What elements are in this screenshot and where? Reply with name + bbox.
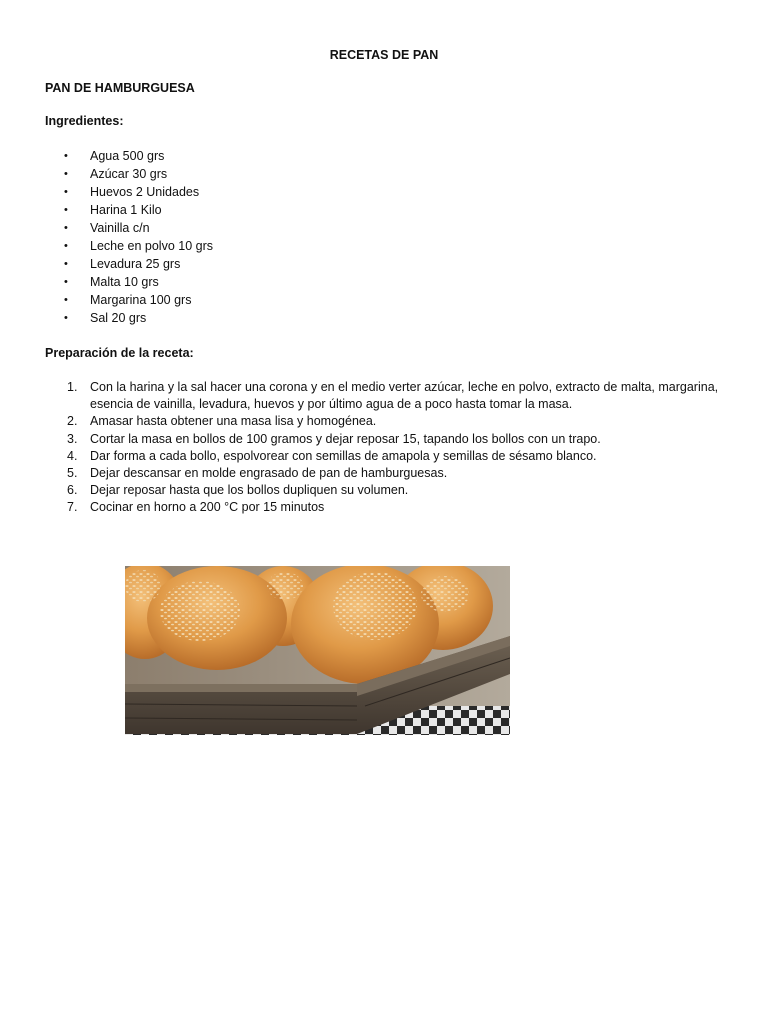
step-text: Con la harina y la sal hacer una corona y en el medio verter azúcar, leche en polvo, extracto de malta, margarina, esencia de vainilla, levadura, huevos y por último agua de a poco hasta tomar la masa.: [90, 380, 719, 412]
bullet-glyph: •: [64, 294, 68, 306]
step-text: Dejar reposar hasta que los bollos dupliquen su volumen.: [90, 483, 409, 498]
ingredient-text: Vainilla c/n: [90, 221, 150, 235]
step-text: Amasar hasta obtener una masa lisa y homogénea.: [90, 414, 377, 429]
bullet-glyph: •: [64, 222, 68, 234]
step-item: [45, 379, 735, 413]
bullet-glyph: •: [64, 168, 68, 180]
step-text: Cocinar en horno a 200 °C por 15 minutos: [90, 500, 325, 515]
ingredient-text: Malta 10 grs: [90, 275, 159, 289]
bullet-glyph: •: [64, 312, 68, 324]
ingredient-item: [45, 201, 213, 219]
ingredient-text: Margarina 100 grs: [90, 293, 192, 307]
ingredient-text: Azúcar 30 grs: [90, 167, 168, 181]
step-item: [45, 482, 735, 499]
bullet-glyph: •: [64, 204, 68, 216]
ingredient-item: [45, 165, 213, 183]
ingredient-item: [45, 309, 213, 327]
step-item: [45, 413, 735, 430]
ingredient-item: [45, 291, 213, 309]
step-number: 7.: [67, 500, 78, 515]
ingredient-text: Leche en polvo 10 grs: [90, 239, 214, 253]
step-item: [45, 499, 735, 516]
ingredient-text: Sal 20 grs: [90, 311, 147, 325]
ingredient-text: Huevos 2 Unidades: [90, 185, 200, 199]
bullet-glyph: •: [64, 186, 68, 198]
ingredients-heading: Ingredientes:: [45, 114, 124, 128]
step-number: 3.: [67, 431, 78, 446]
bullet-glyph: •: [64, 240, 68, 252]
ingredient-text: Levadura 25 grs: [90, 257, 181, 271]
ingredients-list: [45, 147, 213, 327]
step-text: Dejar descansar en molde engrasado de pan de hamburguesas.: [90, 466, 448, 481]
steps-list: [45, 379, 735, 517]
ingredient-item: [45, 183, 213, 201]
step-text: Cortar la masa en bollos de 100 gramos y dejar reposar 15, tapando los bollos con un trapo.: [90, 431, 601, 446]
step-number: 6.: [67, 483, 78, 498]
burger-buns-image: [125, 566, 510, 735]
recipe-title: PAN DE HAMBURGUESA: [45, 81, 195, 95]
document-title: RECETAS DE PAN: [329, 48, 439, 62]
step-item: [45, 431, 735, 448]
step-item: [45, 465, 735, 482]
preparation-heading: Preparación de la receta:: [45, 346, 194, 360]
ingredient-item: [45, 273, 213, 291]
bullet-glyph: •: [64, 276, 68, 288]
bullet-glyph: •: [64, 150, 68, 162]
ingredient-item: [45, 219, 213, 237]
step-number: 1.: [67, 380, 78, 394]
ingredient-item: [45, 147, 213, 165]
burger-buns-photo: [125, 566, 510, 735]
step-item: [45, 448, 735, 465]
step-number: 2.: [67, 414, 78, 429]
bullet-glyph: •: [64, 258, 68, 270]
step-number: 4.: [67, 448, 78, 463]
ingredient-item: [45, 255, 213, 273]
ingredient-text: Harina 1 Kilo: [90, 203, 162, 217]
step-text: Dar forma a cada bollo, espolvorear con semillas de amapola y semillas de sésamo blanco.: [90, 448, 597, 463]
step-number: 5.: [67, 466, 78, 481]
ingredient-item: [45, 237, 213, 255]
ingredient-text: Agua 500 grs: [90, 149, 165, 163]
